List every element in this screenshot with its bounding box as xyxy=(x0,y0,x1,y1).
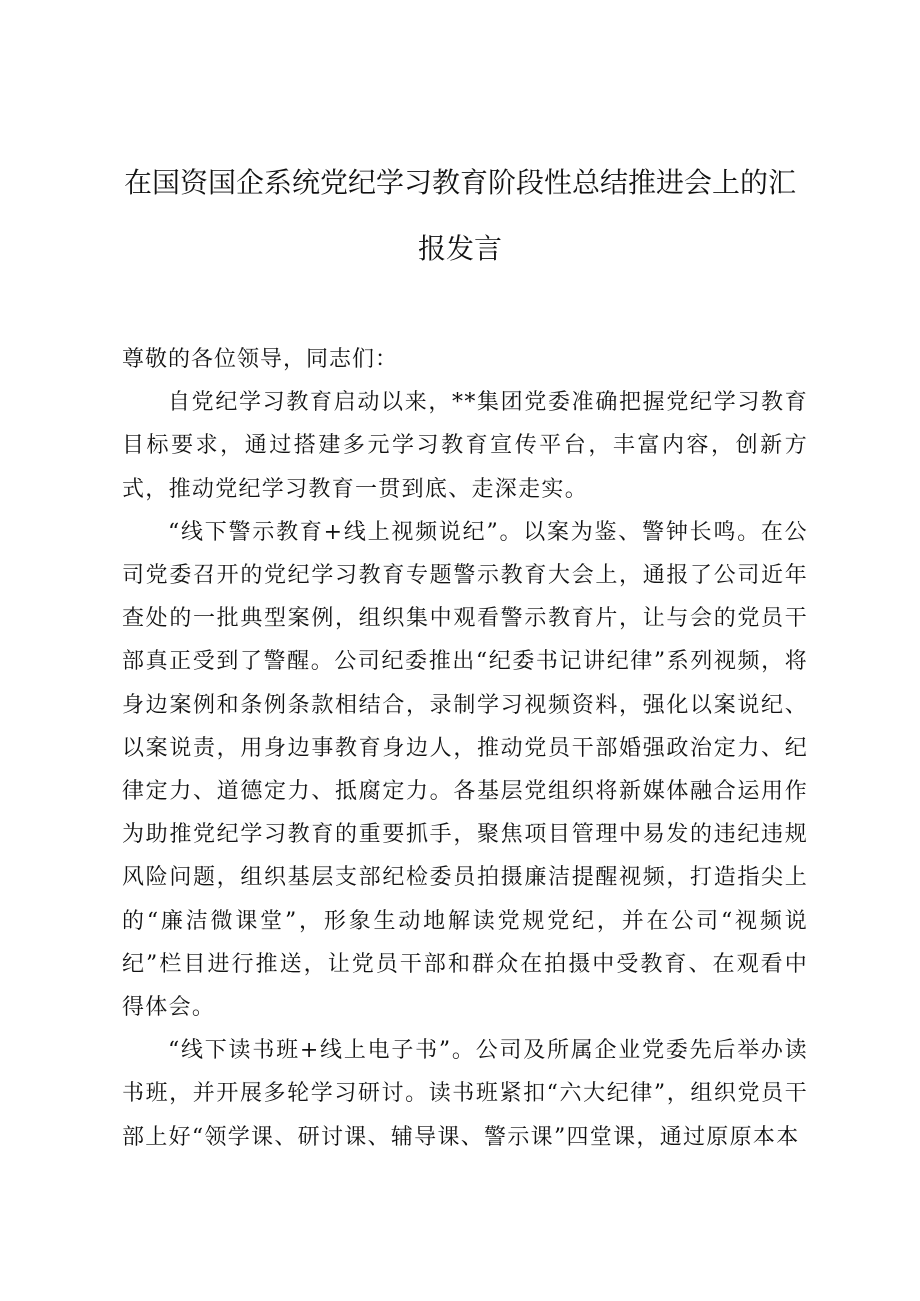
document-title xyxy=(110,150,810,282)
paragraph-warning-education: “线下警示教育+线上视频说纪”。以案为鉴、警钟长鸣。在公司党委召开的党纪学习教育专题警示教育大会上，通报了公司近年查处的一批典型案例，组织集中观看警示教育片，让与会的党员干部真正受到了警醒。公司纪委推出“纪委书记讲纪律”系列视频，将身边案例和条例条款相结合，录制学习视频资料，强化以案说纪、以案说责，用身边事教育身边人，推动党员干部婚强政治定力、纪律定力、道德定力、抵腐定力。各基层党组织将新媒体融合运用作为助推党纪学习教育的重要抓手，聚焦项目管理中易发的违纪违规风险问题，组织基层支部纪检委员拍摄廉洁提醒视频，打造指尖上的“廉洁微课堂”，形象生动地解读党规党纪，并在公司“视频说纪”栏目进行推送，让党员干部和群众在拍摄中受教育、在观看中得体会。 xyxy=(122,519,808,1021)
document-body xyxy=(122,338,808,1159)
title-line-1: 在国资国企系统党纪学习教育阶段性总结推进会上的汇 xyxy=(123,166,796,199)
title-line-2: 报发言 xyxy=(417,232,502,265)
salutation: 尊敬的各位领导，同志们： xyxy=(122,347,399,372)
paragraph-intro: 自党纪学习教育启动以来，**集团党委准确把握党纪学习教育目标要求，通过搭建多元学习教育宣传平台，丰富内容，创新方式，推动党纪学习教育一贯到底、走深走实。 xyxy=(122,390,808,502)
paragraph-reading-class: “线下读书班+线上电子书”。公司及所属企业党委先后举办读书班，并开展多轮学习研讨。读书班紧扣“六大纪律”，组织党员干部上好“领学课、研讨课、辅导课、警示课”四堂课，通过原原本本 xyxy=(122,1038,808,1150)
